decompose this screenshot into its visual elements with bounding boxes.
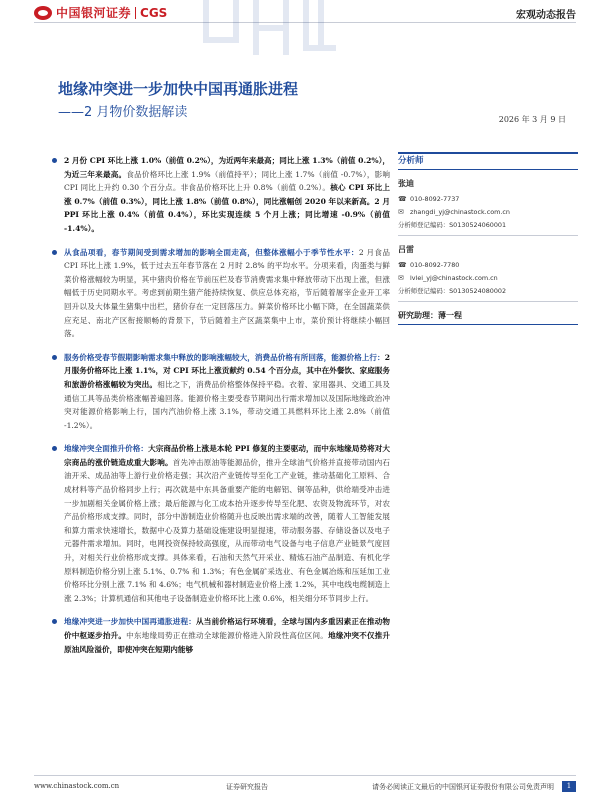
logo-icon <box>34 6 52 20</box>
bullet-body-text: 2 月食品 CPI 环比上涨 1.9%，低于过去五年春节落在 2 月时 2.8% 的平均水平。分项来看，肉蛋类与鲜菜价格涨幅较为明显，其中猪肉价格在节前压栏及春节消费需求集中释放带动下出现上涨，但涨幅低于历史同期水平。考虑到前期生猪产能持续恢复、供应总体充裕，节后随着屠宰企业开工率回升以及大体量生猪集中出栏，猪价存在一定回落压力。鲜菜价格环比小幅下降，在全国蔬菜供应充足、南北产区衔接顺畅的背景下，节后随着主产区蔬菜集中上市，菜价预计将继续小幅回落。 <box>64 247 390 339</box>
cert-label: 分析师登记编码： <box>398 221 450 229</box>
bullet-bold-text: 2 月份 CPI 环比上涨 1.0%（前值 0.2%），为近两年来最高；同比上涨 1.3%（前值 0.2%），为近三年来最高。 <box>64 156 390 179</box>
report-type: 宏观动态报告 <box>516 10 576 21</box>
email-link[interactable]: zhangdi_yj@chinastock.com.cn <box>410 208 510 216</box>
summary-bullet <box>52 615 390 656</box>
summary-bullet <box>52 154 390 236</box>
assistant-name: 薄一程 <box>438 311 462 320</box>
page-number: 1 <box>562 781 576 792</box>
bullet-bold-text: 从当前价格运行环境看，全球与国内多重因素正在推动物价中枢逐步抬升。 <box>64 617 391 640</box>
cert-label: 分析师登记编码： <box>398 287 450 295</box>
analyst-cert <box>398 220 578 230</box>
sidebar-heading: 分析师 <box>398 154 578 170</box>
analyst-divider <box>398 301 578 302</box>
footer-website-link[interactable]: www.chinastock.com.cn <box>34 782 120 790</box>
phone-icon: ☎ <box>398 261 407 269</box>
cert-number: S0130524060001 <box>449 221 507 229</box>
assistant-label: 研究助理： <box>398 311 438 320</box>
analyst-name: 吕雷 <box>398 245 414 254</box>
analyst-divider <box>398 235 578 236</box>
bullet-lead-text: 服务价格受春节假期影响需求集中释放的影响涨幅较大，消费品价格有所回落，能源价格上行： <box>64 352 385 362</box>
analyst-phone <box>398 260 578 270</box>
summary-bullet <box>52 442 390 605</box>
bullet-body-text: 首先冲击原油等能源品价，推升全球油气价格并直接带动国内石油开采、成品油等上游行业价格走强；其次沿产业链传导至化工产业链，推动基础化工原料、合成材料等产品价格同步上行；再次就是中东具备重要产能的电解铝、铜等品种，供给端受冲击进一步加剧相关金属价格上涨；最后能源与化工成本抬升逐步传导至化肥、农资及物流环节，对农产品价格形成支撑。同时，部分中游制造业价格随升也反映出需求端的改善，随着人工智能发展和算力需求快速增长，数据中心及算力基础设施建设明显提速，带动服务器、存储设备以及电子元器件需求增加。同时，电网投资保持较高强度，从而带动电气设备与电子信息产业链景气度回升，对相关行业价格形成支撑。具体来看，石油和天然气开采业、精炼石油产品制造、有机化学原料制造价格分别上涨 5.1%、0.7% 和 1.3%；有色金属矿采选业、有色金属冶炼和压延加工业价格环比分别上涨 7.1% 和 4.6%；电气机械和器材制造业价格上涨 1.2%，其中电线电缆制造上涨 2.3%；计算机通信和其他电子设备制造业价格环比上涨 0.6%，相关细分环节同步上行。 <box>64 457 391 603</box>
bullet-lead-text: 地缘冲突全面推升价格： <box>64 444 149 454</box>
report-title: 地缘冲突进一步加快中国再通胀进程 <box>58 80 299 98</box>
email-link[interactable]: lvlei_yj@chinastock.com.cn <box>410 274 498 282</box>
bullet-bold-text: 地缘冲突不仅推升原油风险溢价，即使冲突在短期内能够 <box>64 631 391 654</box>
main-content <box>52 154 390 666</box>
email-icon: ✉ <box>398 274 404 282</box>
bullet-lead-text: 从食品项看，春节期间受到需求增加的影响全面走高，但整体涨幅小于季节性水平： <box>64 247 359 257</box>
summary-bullet <box>52 246 390 341</box>
phone-icon: ☎ <box>398 195 407 203</box>
report-subtitle: ——2 月物价数据解读 <box>58 105 188 120</box>
company-logo <box>34 4 167 21</box>
bullet-body-text: 相比之下，消费品价格整体保持平稳。衣着、家用器具、交通工具及通信工具等品类价格涨幅普遍回落。能源价格主要受春节期间出行需求增加以及国际地缘政治冲突对能源价格影响上行，国内汽油价格上涨 3.1%，带动交通工具燃料环比上涨 2.8%（前值 -1.2%）。 <box>64 379 391 430</box>
analyst-email <box>398 273 578 283</box>
email-icon: ✉ <box>398 208 404 216</box>
footer-disclaimer: 请务必阅读正文最后的中国银河证券股份有限公司免责声明 <box>372 783 554 791</box>
analyst-cert <box>398 286 578 296</box>
footer-divider <box>34 775 576 776</box>
logo-divider <box>135 7 136 19</box>
analyst-phone <box>398 194 578 204</box>
analyst-name: 张迪 <box>398 179 414 188</box>
bullet-bold-text: 大宗商品价格上涨是本轮 PPI 修复的主要驱动，而中东地缘局势将对大宗商品的涨价链造成重大影响。 <box>64 444 390 467</box>
phone-text: 010-8092-7737 <box>410 195 460 203</box>
report-date: 2026 年 3 月 9 日 <box>498 115 566 124</box>
bullet-bold-text: 2 月服务价格环比上涨 1.1%，对 CPI 环比上涨贡献约 0.54 个百分点，其中在外餐饮、家庭服务和旅游价格涨幅较为突出。 <box>64 352 390 389</box>
page-footer <box>34 782 576 794</box>
summary-bullet <box>52 351 390 433</box>
logo-en-text: CGS <box>140 5 168 20</box>
research-assistant <box>398 310 578 325</box>
watermark-graphic <box>186 0 356 62</box>
analyst-email <box>398 207 578 217</box>
bullet-body-text: 中东地缘局势正在推动全球能源价格进入阶段性高位区间。 <box>126 631 329 640</box>
bullet-lead-text: 地缘冲突进一步加快中国再通胀进程： <box>64 617 197 627</box>
cert-number: S0130524080002 <box>449 287 507 295</box>
analyst-sidebar <box>398 154 578 325</box>
phone-text: 010-8092-7780 <box>410 261 460 269</box>
bullet-body-text: 食品价格环比上涨 1.9%（前值持平）；同比上涨 1.7%（前值 -0.7%），影响 CPI 同比上升约 0.30 个百分点。非食品价格环比上升 0.8%（前值 0.2%）。 <box>64 169 390 193</box>
bullet-bold-text: 核心 CPI 环比上涨 0.7%（前值 0.3%），同比上涨 1.8%（前值 0.8%），同比涨幅创 2020 年以来新高。2 月 PPI 环比上涨 0.4%（前值 0.4%），环比实现连续 5 个月上涨；同比增速 -0.9%（前值 -1.4%）。 <box>64 183 390 233</box>
footer-report-label: 证券研究报告 <box>226 783 268 791</box>
logo-cn-text: 中国银河证券 <box>56 6 132 20</box>
